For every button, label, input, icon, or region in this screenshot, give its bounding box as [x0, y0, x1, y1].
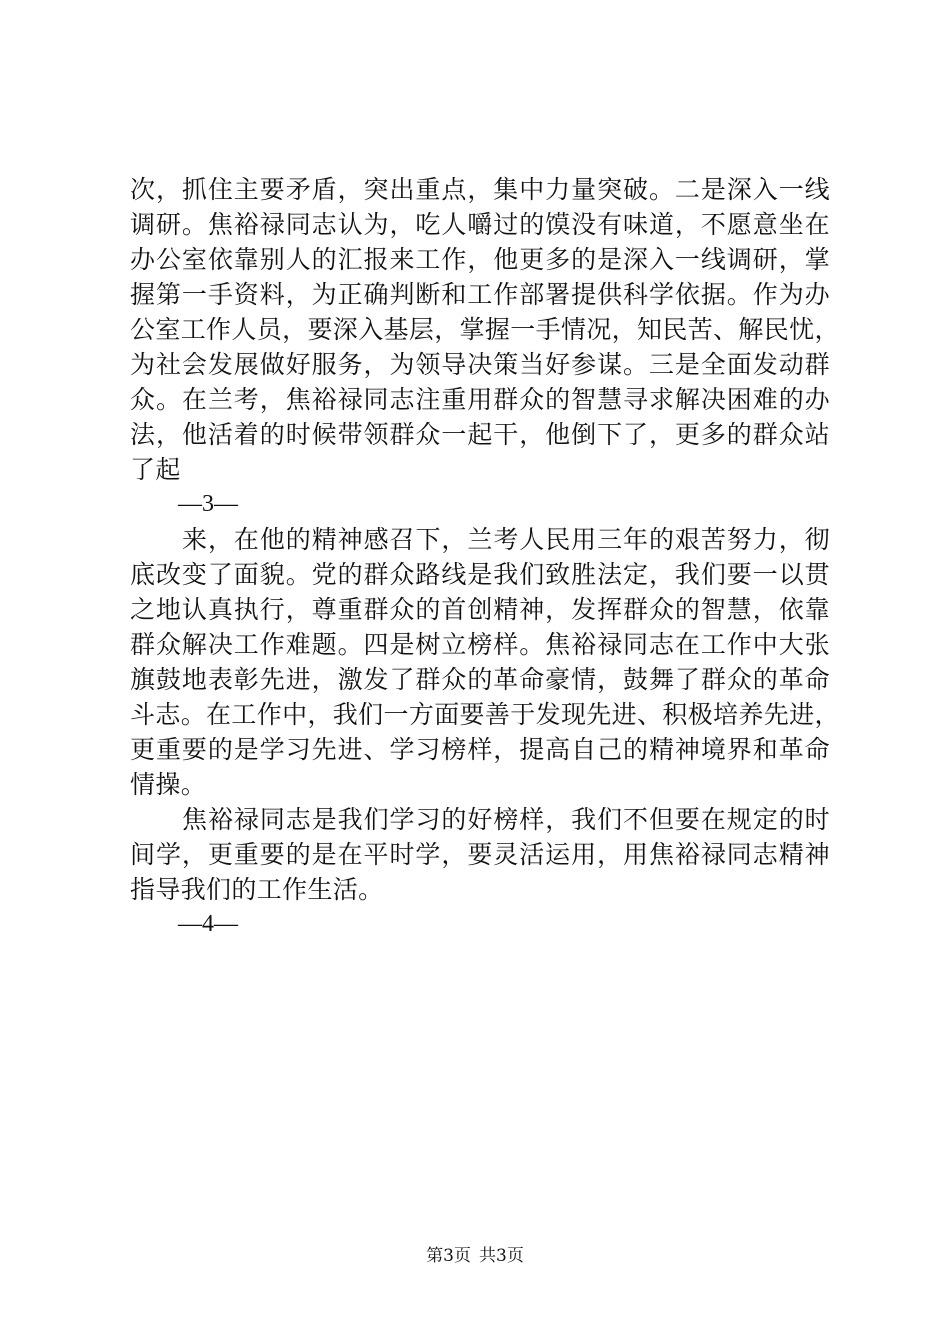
text-line: 次，抓住主要矛盾，突出重点，集中力量突破。二是深入一线: [130, 175, 830, 204]
text-line: 情操。: [130, 770, 207, 799]
text-line: 握第一手资料，为正确判断和工作部署提供科学依据。作为办: [130, 280, 830, 309]
text-line: 了起: [130, 455, 181, 484]
document-body: [130, 172, 840, 942]
text-line: 公室工作人员，要深入基层，掌握一手情况，知民苦、解民忧，: [130, 315, 840, 344]
text-line: 法，他活着的时候带领群众一起干，他倒下了，更多的群众站: [130, 420, 830, 449]
text-line: 更重要的是学习先进、学习榜样，提高自己的精神境界和革命: [130, 735, 830, 764]
page-footer: [0, 1241, 950, 1266]
text-line: 之地认真执行，尊重群众的首创精神，发挥群众的智慧，依靠: [130, 595, 830, 624]
paragraph-block-2: [130, 522, 840, 802]
text-line: 底改变了面貌。党的群众路线是我们致胜法定，我们要一以贯: [130, 560, 830, 589]
footer-total-pages: 共3页: [479, 1246, 524, 1266]
text-line: 众。在兰考，焦裕禄同志注重用群众的智慧寻求解决困难的办: [130, 385, 830, 414]
text-line: 斗志。在工作中，我们一方面要善于发现先进、积极培养先进，: [130, 700, 840, 729]
text-line: 群众解决工作难题。四是树立榜样。焦裕禄同志在工作中大张: [130, 630, 830, 659]
text-line: 调研。焦裕禄同志认为，吃人嚼过的馍没有味道，不愿意坐在: [130, 210, 830, 239]
inline-page-marker: —4—: [178, 911, 238, 937]
text-line: 来，在他的精神感召下，兰考人民用三年的艰苦努力，彻: [182, 525, 830, 554]
text-line: 指导我们的工作生活。: [130, 875, 384, 904]
paragraph-block-3: [130, 802, 830, 907]
text-line: 间学，更重要的是在平时学，要灵活运用，用焦裕禄同志精神: [130, 840, 830, 869]
inline-page-marker: —3—: [178, 491, 238, 517]
text-line: 办公室依靠别人的汇报来工作，他更多的是深入一线调研，掌: [130, 245, 830, 274]
text-line: 焦裕禄同志是我们学习的好榜样，我们不但要在规定的时: [182, 805, 830, 834]
footer-page-number: 第3页: [426, 1246, 471, 1266]
text-line: 为社会发展做好服务，为领导决策当好参谋。三是全面发动群: [130, 350, 830, 379]
paragraph-block-1: [130, 172, 840, 487]
text-line: 旗鼓地表彰先进，激发了群众的革命豪情，鼓舞了群众的革命: [130, 665, 830, 694]
